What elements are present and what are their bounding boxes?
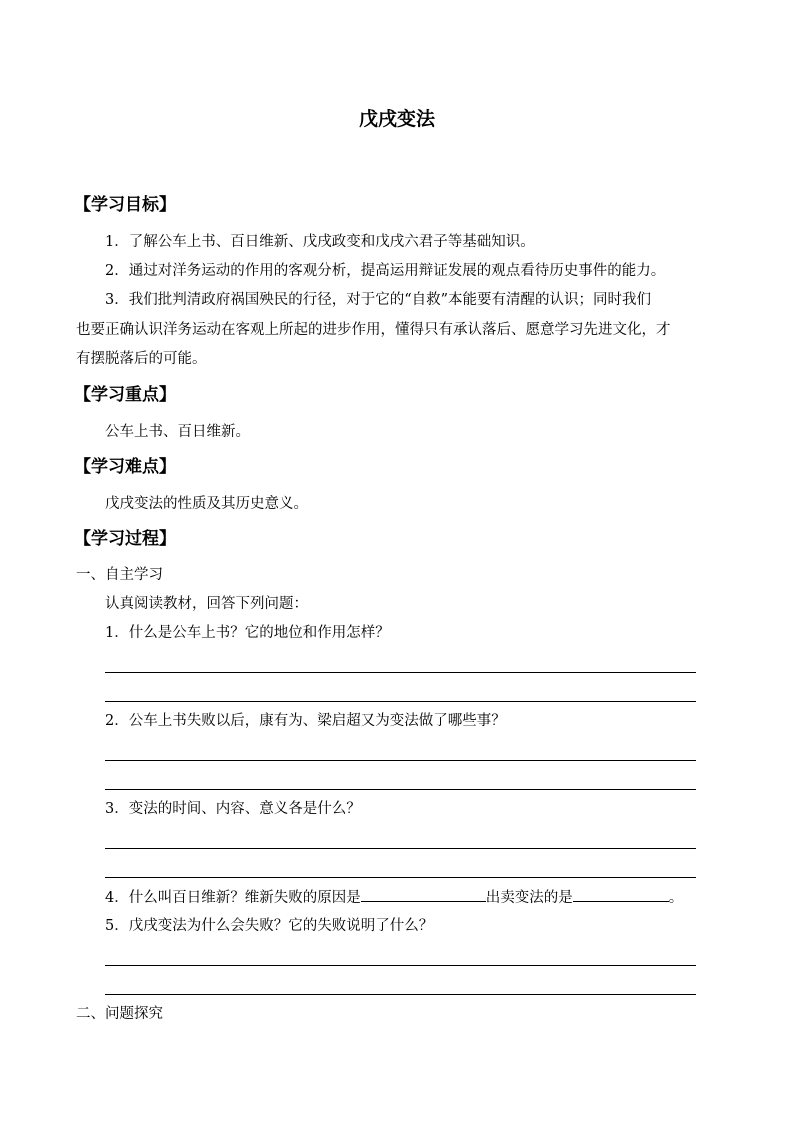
question-3: 3．变法的时间、内容、意义各是什么？ [105, 801, 361, 817]
objective-item-3-cont-1: 也要正确认识洋务运动在客观上所起的进步作用，懂得只有承认落后、愿意学习先进文化，才 [76, 322, 671, 338]
answer-line-q2-2[interactable] [105, 789, 696, 790]
objectives-heading: 【学习目标】 [74, 195, 176, 215]
question-5: 5．戊戌变法为什么会失败？它的失败说明了什么？ [105, 918, 434, 934]
answer-line-q5-1[interactable] [105, 965, 696, 966]
question-1: 1．什么是公车上书？它的地位和作用怎样？ [105, 625, 390, 641]
question-4-text-c: 。 [668, 890, 684, 906]
page-title: 戊戌变法 [358, 108, 435, 130]
difficulty-text: 戊戌变法的性质及其历史意义。 [105, 496, 308, 512]
answer-line-q1-2[interactable] [105, 701, 696, 702]
objective-item-2: 2．通过对洋务运动的作用的客观分析，提高运用辩证发展的观点看待历史事件的能力。 [105, 263, 666, 279]
question-4-text-b: 出卖变法的是 [485, 890, 573, 906]
focus-heading: 【学习重点】 [74, 385, 176, 405]
part1-heading: 一、自主学习 [76, 567, 163, 583]
answer-line-q1-1[interactable] [105, 672, 696, 673]
answer-line-q3-2[interactable] [105, 877, 696, 878]
objective-item-1: 1．了解公车上书、百日维新、戊戌政变和戊戌六君子等基础知识。 [105, 234, 535, 250]
process-heading: 【学习过程】 [74, 529, 176, 549]
part2-heading: 二、问题探究 [76, 1006, 163, 1022]
difficulty-heading: 【学习难点】 [74, 457, 176, 477]
answer-line-q3-1[interactable] [105, 848, 696, 849]
question-4-text-a: 4．什么叫百日维新？维新失败的原因是 [105, 890, 361, 906]
focus-text: 公车上书、百日维新。 [105, 424, 250, 440]
answer-line-q2-1[interactable] [105, 760, 696, 761]
q4-blank-betrayer[interactable] [573, 887, 669, 902]
objective-item-3-cont-2: 有摆脱落后的可能。 [76, 351, 207, 367]
objective-item-3: 3．我们批判清政府祸国殃民的行径，对于它的“自救”本能要有清醒的认识；同时我们 [105, 292, 652, 308]
reading-intro: 认真阅读教材，回答下列问题： [105, 596, 308, 612]
question-2: 2．公车上书失败以后，康有为、梁启超又为变法做了哪些事？ [105, 713, 506, 729]
answer-line-q5-2[interactable] [105, 994, 696, 995]
question-4 [105, 887, 683, 908]
q4-blank-reason[interactable] [361, 887, 486, 902]
